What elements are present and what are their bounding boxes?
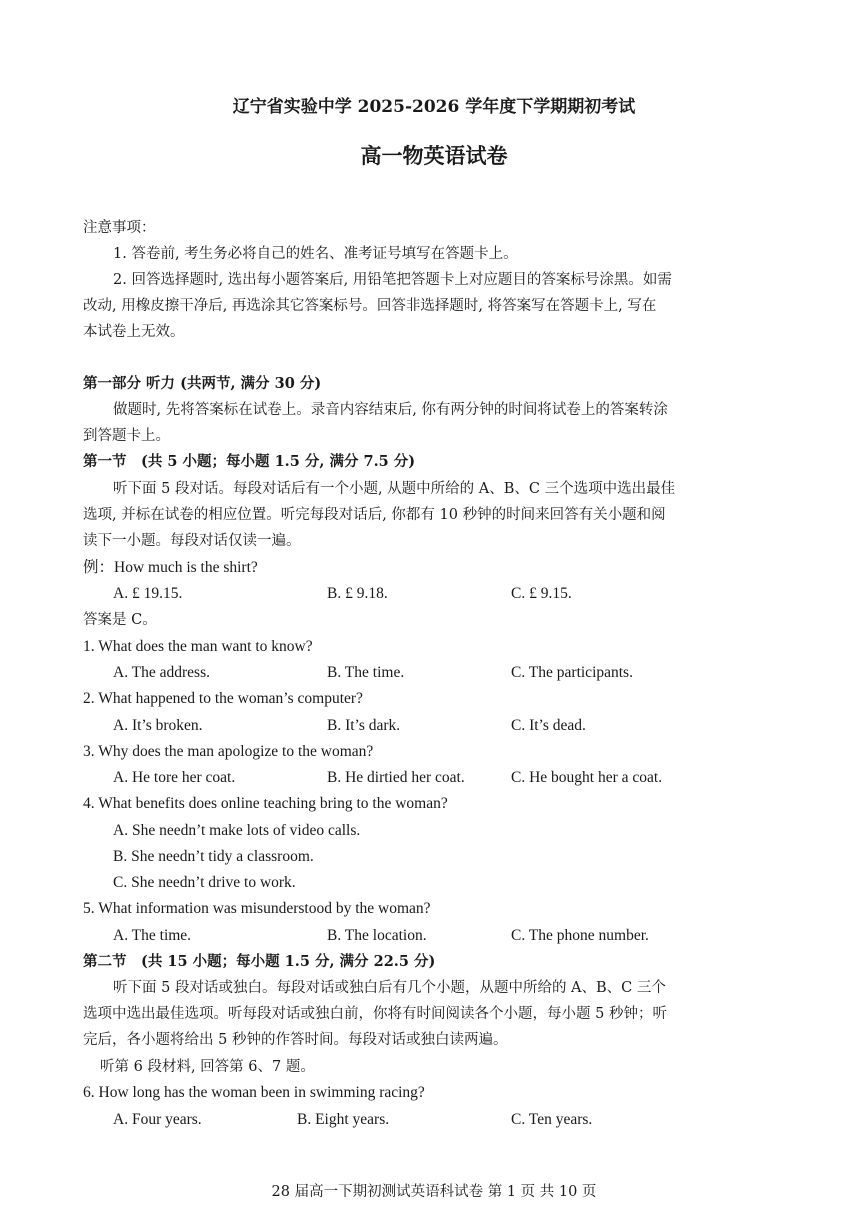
notice-item-1: 1. 答卷前, 考生务必将自己的姓名、准考证号填写在答题卡上。: [113, 246, 518, 262]
q4-option-b: B. She needn’t tidy a classroom.: [113, 848, 314, 865]
q6-option-c: C. Ten years.: [511, 1111, 593, 1128]
part1-heading: 第一部分 听力 (共两节, 满分 30 分): [83, 375, 322, 392]
q2-option-a: A. It’s broken.: [113, 717, 203, 734]
question-2: 2. What happened to the woman’s computer?: [83, 690, 363, 707]
q3-option-a: A. He tore her coat.: [113, 769, 236, 786]
section2-intro-line-3: 完后，各小题将给出 5 秒钟的作答时间。每段对话或独白读两遍。: [83, 1032, 508, 1048]
question-5: 5. What information was misunderstood by the woman?: [83, 900, 431, 917]
section1-intro-line-1: 听下面 5 段对话。每段对话后有一个小题, 从题中所给的 A、B、C 三个选项中选出最佳: [113, 481, 676, 497]
example-question: 例：How much is the shirt?: [83, 559, 258, 576]
part1-intro-line-2: 到答题卡上。: [83, 428, 170, 444]
q3-option-c: C. He bought her a coat.: [511, 769, 663, 786]
q1-option-c: C. The participants.: [511, 664, 633, 681]
q2-option-b: B. It’s dark.: [327, 717, 401, 734]
section2-intro-line-1: 听下面 5 段对话或独白。每段对话或独白后有几个小题，从题中所给的 A、B、C 三个: [113, 980, 666, 996]
section1-heading: 第一节 (共 5 小题；每小题 1.5 分, 满分 7.5 分): [83, 453, 416, 470]
paper-title: 高一物英语试卷: [360, 143, 508, 168]
question-3: 3. Why does the man apologize to the woman?: [83, 743, 374, 760]
question-1: 1. What does the man want to know?: [83, 638, 313, 655]
page-footer: 28 届高一下期初测试英语科试卷 第 1 页 共 10 页: [271, 1184, 597, 1200]
example-option-a: A. £ 19.15.: [113, 585, 183, 602]
notice-item-2-line-3: 本试卷上无效。: [83, 324, 185, 340]
section1-intro-line-2: 选项, 并标在试卷的相应位置。听完每段对话后, 你都有 10 秒钟的时间来回答有关小题和阅: [83, 507, 666, 523]
q3-option-b: B. He dirtied her coat.: [327, 769, 465, 786]
part1-intro-line-1: 做题时, 先将答案标在试卷上。录音内容结束后, 你有两分钟的时间将试卷上的答案转涂: [113, 402, 668, 418]
example-option-b: B. £ 9.18.: [327, 585, 388, 602]
example-option-c: C. £ 9.15.: [511, 585, 572, 602]
q6-option-a: A. Four years.: [113, 1111, 202, 1128]
material-6-instruction: 听第 6 段材料, 回答第 6、7 题。: [100, 1059, 315, 1075]
q5-option-c: C. The phone number.: [511, 927, 649, 944]
notice-item-2-line-1: 2. 回答选择题时, 选出每小题答案后, 用铅笔把答题卡上对应题目的答案标号涂黑。如需: [113, 272, 672, 288]
question-6: 6. How long has the woman been in swimming racing?: [83, 1084, 425, 1101]
q2-option-c: C. It’s dead.: [511, 717, 586, 734]
example-answer: 答案是 C。: [83, 612, 157, 628]
q5-option-a: A. The time.: [113, 927, 192, 944]
school-title: 辽宁省实验中学 2025-2026 学年度下学期期初考试: [232, 97, 636, 117]
q4-option-a: A. She needn’t make lots of video calls.: [113, 822, 361, 839]
notice-heading: 注意事项：: [83, 220, 156, 236]
q4-option-c: C. She needn’t drive to work.: [113, 874, 296, 891]
q6-option-b: B. Eight years.: [297, 1111, 390, 1128]
q1-option-a: A. The address.: [113, 664, 210, 681]
section2-intro-line-2: 选项中选出最佳选项。听每段对话或独白前，你将有时间阅读各个小题，每小题 5 秒钟；听: [83, 1006, 667, 1022]
section1-intro-line-3: 读下一小题。每段对话仅读一遍。: [83, 533, 301, 549]
q5-option-b: B. The location.: [327, 927, 427, 944]
section2-heading: 第二节 (共 15 小题；每小题 1.5 分, 满分 22.5 分): [83, 953, 436, 970]
question-4: 4. What benefits does online teaching bring to the woman?: [83, 795, 448, 812]
notice-item-2-line-2: 改动, 用橡皮擦干净后, 再选涂其它答案标号。回答非选择题时, 将答案写在答题卡上, 写在: [83, 298, 657, 314]
q1-option-b: B. The time.: [327, 664, 405, 681]
